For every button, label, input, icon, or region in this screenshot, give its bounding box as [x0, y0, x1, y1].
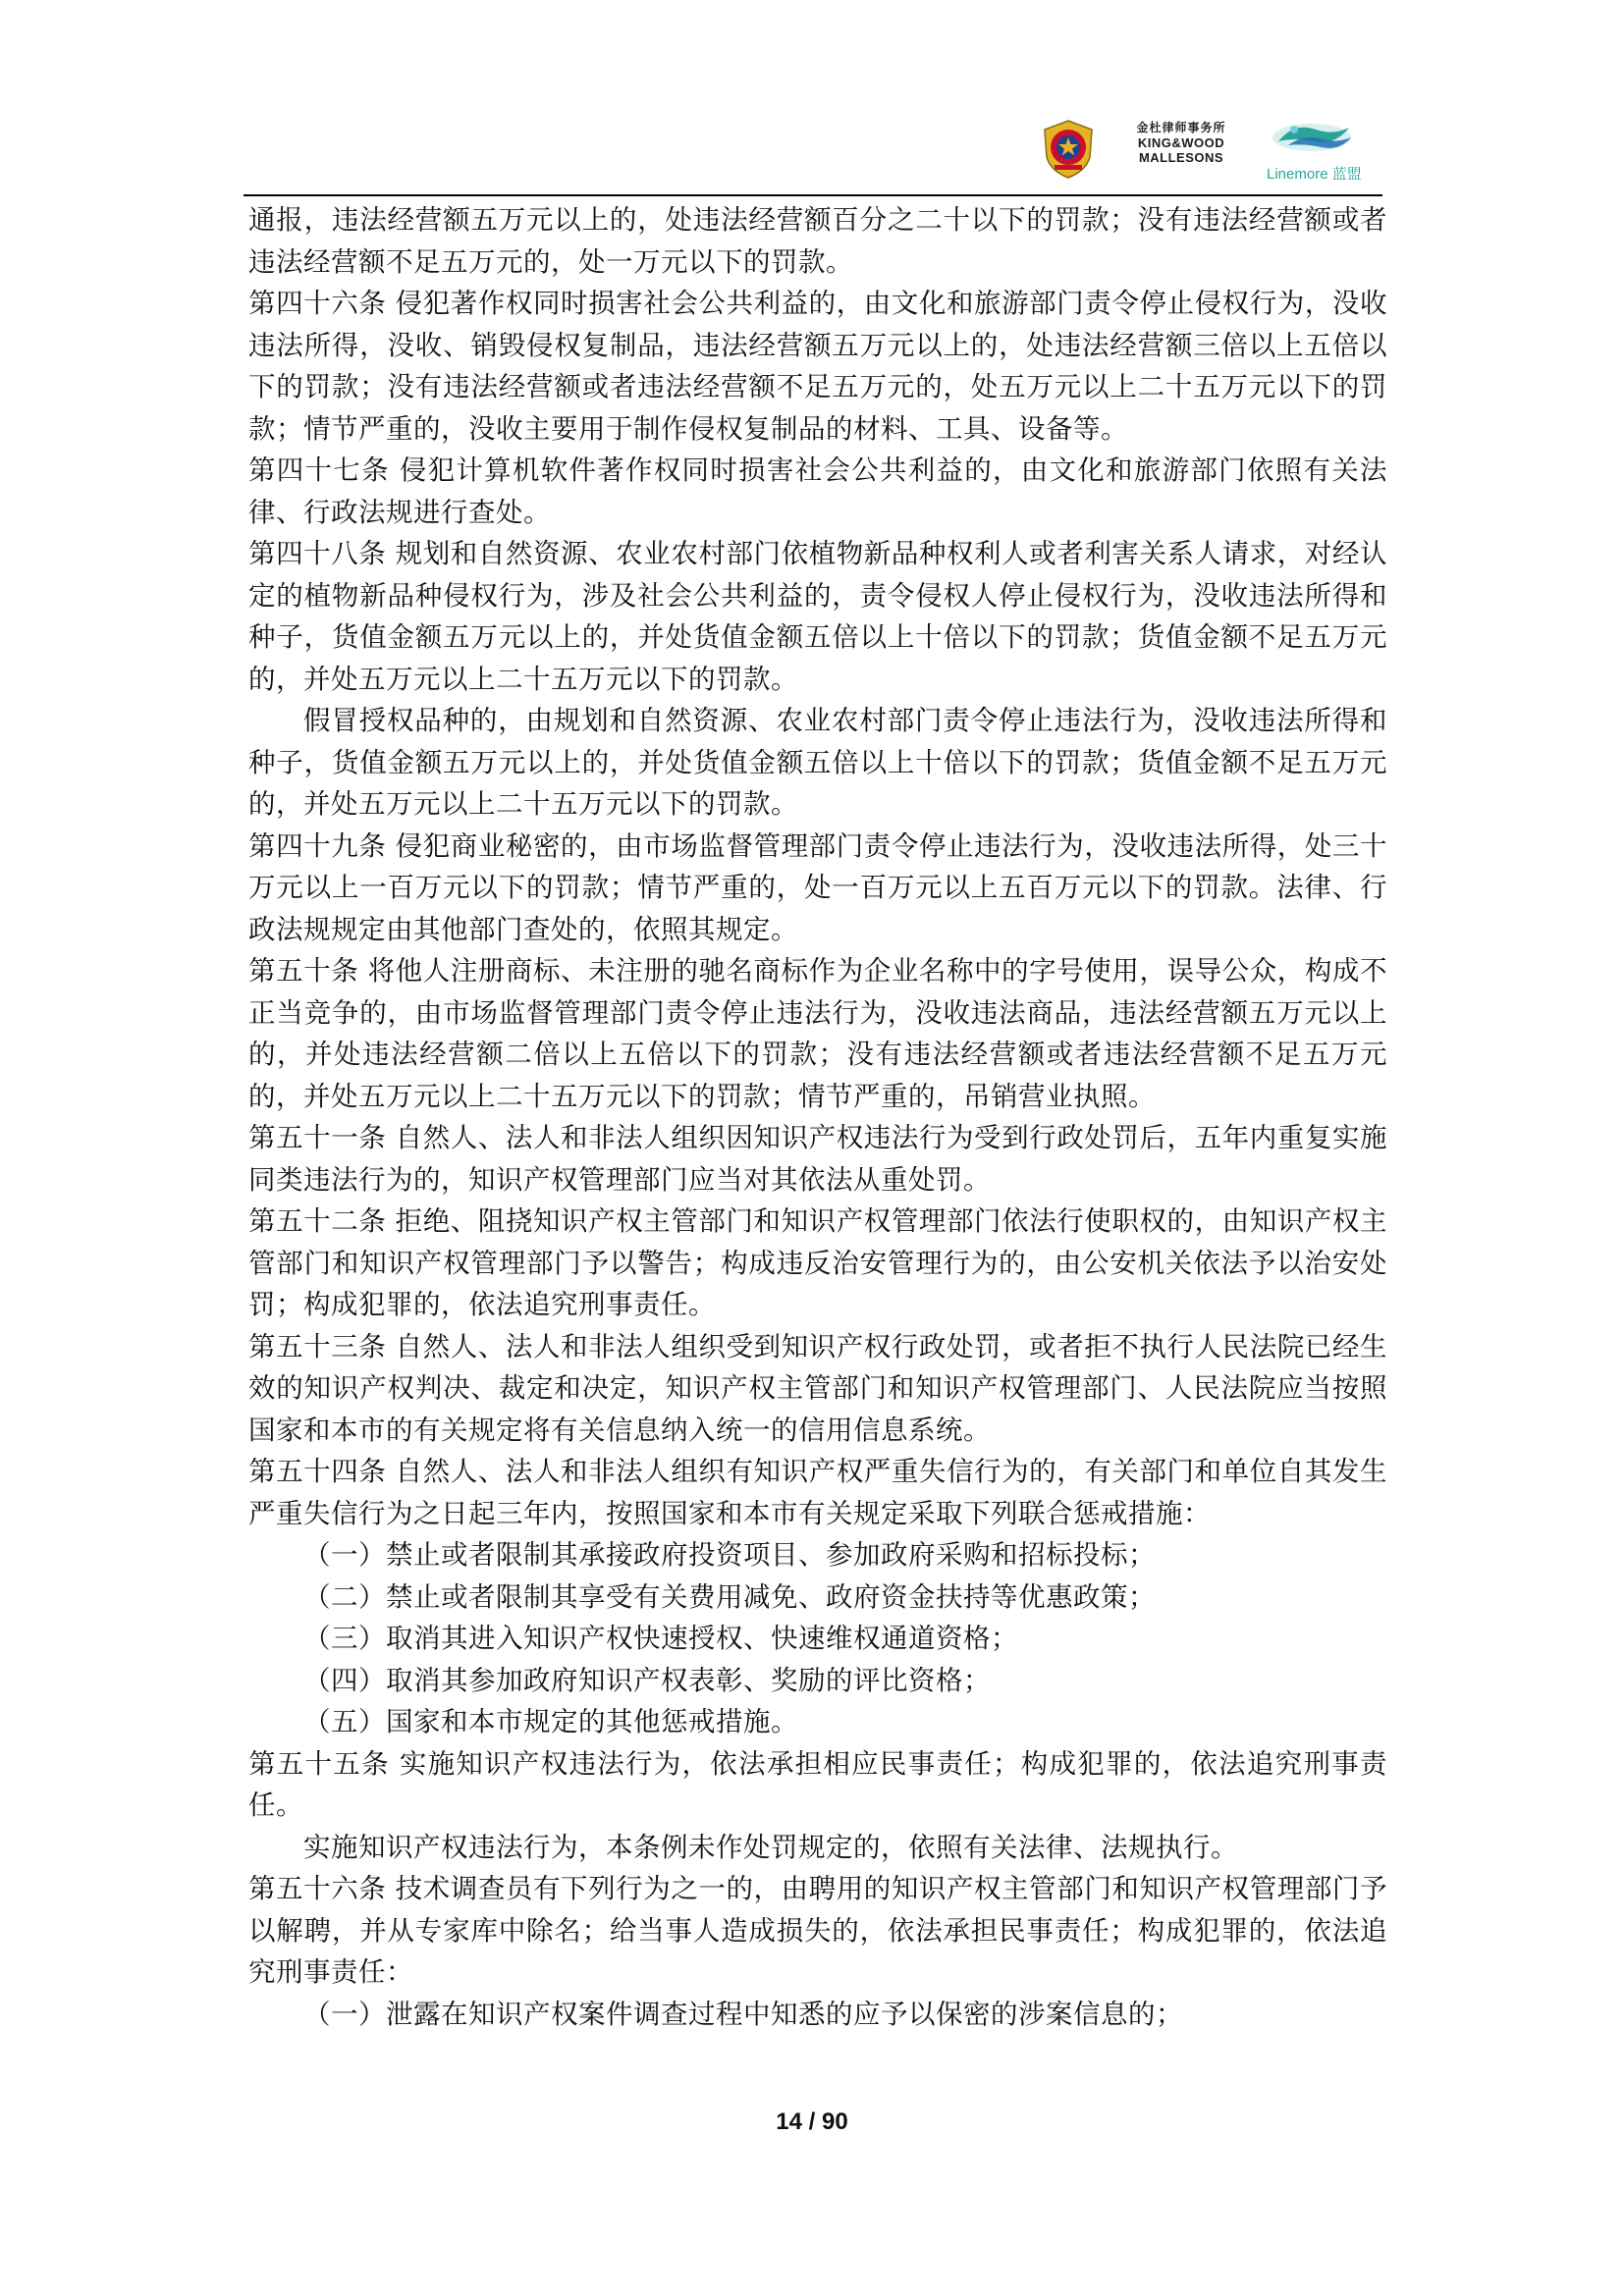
article-54-item-2: （二）禁止或者限制其享受有关费用减免、政府资金扶持等优惠政策；: [303, 1580, 1156, 1613]
page-number: 14 / 90: [776, 2109, 848, 2135]
header-divider: [244, 194, 1382, 196]
kwm-logo-en-line2: MALLESONS: [1138, 150, 1224, 165]
article-47: 第四十七条 侵犯计算机软件著作权同时损害社会公共利益的，由文化和旅游部门依照有关法律、行政法规进行查处。: [248, 454, 1387, 528]
article-46: 第四十六条 侵犯著作权同时损害社会公共利益的，由文化和旅游部门责令停止侵权行为，没收违法所得，没收、销毁侵权复制品，违法经营额五万元以上的，处违法经营额三倍以上五倍以下的罚款；没有违法经营额或者违法经营额不足五万元的，处五万元以上二十五万元以下的罚款；情节严重的，没收主要用于制作侵权复制品的材料、工具、设备等。: [248, 288, 1387, 445]
article-48: 第四十八条 规划和自然资源、农业农村部门依植物新品种权利人或者利害关系人请求，对经认定的植物新品种侵权行为，涉及社会公共利益的，责令侵权人停止侵权行为，没收违法所得和种子，货值金额五万元以上的，并处货值金额五倍以上十倍以下的罚款；货值金额不足五万元的，并处五万元以上二十五万元以下的罚款。: [248, 538, 1387, 695]
article-54-item-3: （三）取消其进入知识产权快速授权、快速维权通道资格；: [303, 1623, 1018, 1654]
kwm-logo: [1117, 120, 1245, 183]
kwm-logo-en-line1: KING&WOOD: [1137, 135, 1225, 150]
article-55: 第五十五条 实施知识产权违法行为，依法承担相应民事责任；构成犯罪的，依法追究刑事责任。: [248, 1747, 1387, 1821]
paragraph: 通报，违法经营额五万元以上的，处违法经营额百分之二十以下的罚款；没有违法经营额或者违法经营额不足五万元的，处一万元以下的罚款。: [248, 204, 1387, 278]
article-56-item-1: （一）泄露在知识产权案件调查过程中知悉的应予以保密的涉案信息的；: [303, 1998, 1183, 2030]
article-53: 第五十三条 自然人、法人和非法人组织受到知识产权行政处罚，或者拒不执行人民法院已经生效的知识产权判决、裁定和决定，知识产权主管部门和知识产权管理部门、人民法院应当按照国家和本市的有关规定将有关信息纳入统一的信用信息系统。: [248, 1330, 1387, 1446]
linemore-logo-text: Linemore 蓝盟: [1267, 166, 1362, 183]
article-56: 第五十六条 技术调查员有下列行为之一的，由聘用的知识产权主管部门和知识产权管理部门予以解聘，并从专家库中除名；给当事人造成损失的，依法承担民事责任；构成犯罪的，依法追究刑事责任：: [248, 1873, 1387, 1988]
kwm-logo-cn: 金杜律师事务所: [1136, 121, 1226, 134]
article-54-item-4: （四）取消其参加政府知识产权表彰、奖励的评比资格；: [303, 1664, 991, 1696]
page-header: [244, 110, 1382, 196]
article-54-item-5: （五）国家和本市规定的其他惩戒措施。: [303, 1706, 798, 1737]
police-emblem-icon: [1037, 118, 1100, 181]
article-48-paragraph-2: 假冒授权品种的，由规划和自然资源、农业农村部门责令停止违法行为，没收违法所得和种子，货值金额五万元以上的，并处货值金额五倍以上十倍以下的罚款；货值金额不足五万元的，并处五万元以上二十五万元以下的罚款。: [248, 705, 1387, 820]
linemore-mark-icon: [1265, 116, 1363, 163]
article-49: 第四十九条 侵犯商业秘密的，由市场监督管理部门责令停止违法行为，没收违法所得，处三十万元以上一百万元以下的罚款；情节严重的，处一百万元以上五百万元以下的罚款。法律、行政法规规定由其他部门查处的，依照其规定。: [248, 829, 1387, 945]
article-50: 第五十条 将他人注册商标、未注册的驰名商标作为企业名称中的字号使用，误导公众，构成不正当竞争的，由市场监督管理部门责令停止违法行为，没收违法商品，违法经营额五万元以上的，并处违法经营额二倍以上五倍以下的罚款；没有违法经营额或者违法经营额不足五万元的，并处五万元以上二十五万元以下的罚款；情节严重的，吊销营业执照。: [248, 955, 1387, 1112]
article-55-paragraph-2: 实施知识产权违法行为，本条例未作处罚规定的，依照有关法律、法规执行。: [303, 1831, 1238, 1863]
article-54: 第五十四条 自然人、法人和非法人组织有知识产权严重失信行为的，有关部门和单位自其发生严重失信行为之日起三年内，按照国家和本市有关规定采取下列联合惩戒措施：: [248, 1456, 1387, 1529]
document-body: [248, 199, 1387, 2035]
article-52: 第五十二条 拒绝、阻挠知识产权主管部门和知识产权管理部门依法行使职权的，由知识产权主管部门和知识产权管理部门予以警告；构成违反治安管理行为的，由公安机关依法予以治安处罚；构成犯罪的，依法追究刑事责任。: [248, 1205, 1387, 1320]
article-51: 第五十一条 自然人、法人和非法人组织因知识产权违法行为受到行政处罚后，五年内重复实施同类违法行为的，知识产权管理部门应当对其依法从重处罚。: [248, 1122, 1387, 1196]
article-54-item-1: （一）禁止或者限制其承接政府投资项目、参加政府采购和招标投标；: [303, 1539, 1156, 1571]
linemore-logo: [1265, 116, 1382, 185]
